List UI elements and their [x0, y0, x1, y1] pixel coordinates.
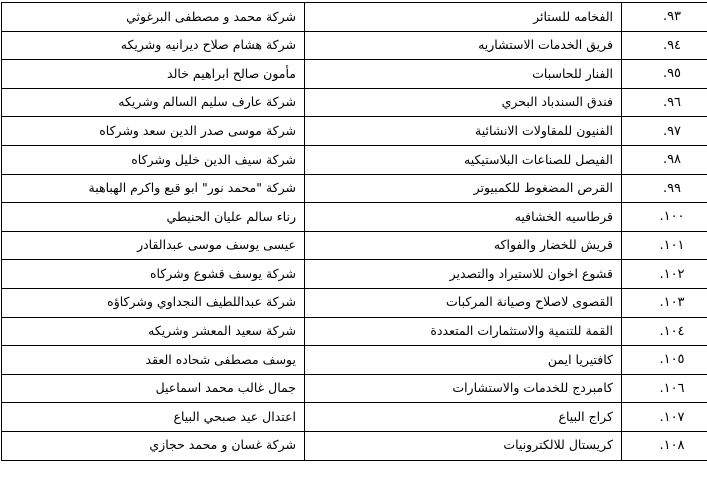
owner-cell: عيسى يوسف موسى عبدالقادر: [2, 231, 305, 260]
row-number-cell: ١٠٦.: [622, 374, 707, 403]
owner-cell: شركة يوسف قشوع وشركاه: [2, 260, 305, 289]
owner-cell: جمال غالب محمد اسماعيل: [2, 374, 305, 403]
row-number-cell: ١٠٠.: [622, 203, 707, 232]
row-number-cell: ١٠٨.: [622, 431, 707, 460]
table-row: [2, 431, 707, 460]
company-cell: قرطاسيه الخشافيه: [305, 203, 622, 232]
row-number-cell: ١٠١.: [622, 231, 707, 260]
table-row: [2, 317, 707, 346]
owner-cell: شركة غسان و محمد حجازي: [2, 431, 305, 460]
company-cell: القمة للتنمية والاستثمارات المتعددة: [305, 317, 622, 346]
row-number-cell: ٩٩.: [622, 174, 707, 203]
table-row: [2, 145, 707, 174]
company-cell: فندق السندباد البحري: [305, 88, 622, 117]
owner-cell: شركة محمد و مصطفى البرغوثي: [2, 3, 305, 32]
owner-cell: شركة سيف الدين خليل وشركاه: [2, 145, 305, 174]
table-row: [2, 288, 707, 317]
owner-cell: رناء سالم عليان الحنيطي: [2, 203, 305, 232]
owner-cell: شركة عارف سليم السالم وشريكه: [2, 88, 305, 117]
owner-cell: شركة موسى صدر الدين سعد وشركاه: [2, 117, 305, 146]
table-row: [2, 31, 707, 60]
companies-table-body: [2, 3, 707, 461]
owner-cell: اعتدال عيد صبحي البياع: [2, 403, 305, 432]
owner-cell: شركة سعيد المعشر وشريكه: [2, 317, 305, 346]
company-cell: الفيصل للصناعات البلاستيكيه: [305, 145, 622, 174]
companies-table: [1, 2, 707, 461]
company-cell: كافتيريا ايمن: [305, 346, 622, 375]
row-number-cell: ٩٦.: [622, 88, 707, 117]
table-row: [2, 374, 707, 403]
company-cell: القرص المضغوط للكمبيوتر: [305, 174, 622, 203]
company-cell: الفنيون للمقاولات الانشائية: [305, 117, 622, 146]
owner-cell: يوسف مصطفى شحاده العقد: [2, 346, 305, 375]
table-row: [2, 60, 707, 89]
company-cell: قشوع اخوان للاستيراد والتصدير: [305, 260, 622, 289]
owner-cell: شركة "محمد نور" ابو قبع واكرم الهباهبة: [2, 174, 305, 203]
row-number-cell: ١٠٢.: [622, 260, 707, 289]
company-cell: فريق الخدمات الاستشاريه: [305, 31, 622, 60]
row-number-cell: ٩٧.: [622, 117, 707, 146]
owner-cell: شركة هشام صلاح ديرانيه وشريكه: [2, 31, 305, 60]
row-number-cell: ٩٣.: [622, 3, 707, 32]
table-row: [2, 403, 707, 432]
row-number-cell: ٩٥.: [622, 60, 707, 89]
row-number-cell: ٩٨.: [622, 145, 707, 174]
company-cell: الفخامه للستائر: [305, 3, 622, 32]
company-cell: قريش للخضار والفواكه: [305, 231, 622, 260]
table-row: [2, 117, 707, 146]
owner-cell: شركة عبداللطيف النجداوي وشركاؤه: [2, 288, 305, 317]
table-row: [2, 260, 707, 289]
table-row: [2, 203, 707, 232]
table-row: [2, 174, 707, 203]
owner-cell: مأمون صالح ابراهيم خالد: [2, 60, 305, 89]
table-row: [2, 88, 707, 117]
row-number-cell: ١٠٧.: [622, 403, 707, 432]
row-number-cell: ١٠٥.: [622, 346, 707, 375]
company-cell: الفنار للحاسبات: [305, 60, 622, 89]
row-number-cell: ١٠٣.: [622, 288, 707, 317]
table-row: [2, 3, 707, 32]
company-cell: كراج البياع: [305, 403, 622, 432]
table-row: [2, 231, 707, 260]
company-cell: كريستال للالكترونيات: [305, 431, 622, 460]
row-number-cell: ٩٤.: [622, 31, 707, 60]
row-number-cell: ١٠٤.: [622, 317, 707, 346]
company-cell: كامبردج للخدمات والاستشارات: [305, 374, 622, 403]
table-row: [2, 346, 707, 375]
company-cell: القصوى لاصلاح وصيانة المركبات: [305, 288, 622, 317]
